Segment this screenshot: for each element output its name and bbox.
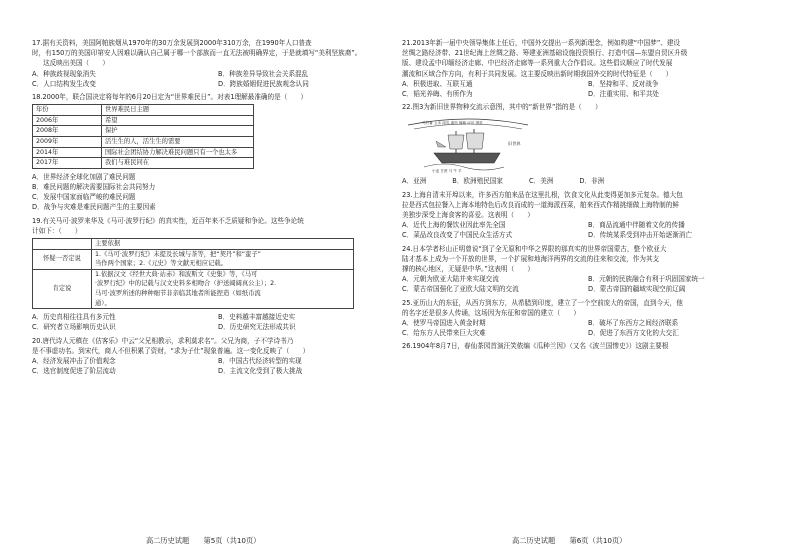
question-stem: 17.据有关资料，美国阿帕族烟从1970年的30万余发展到2000年310万余，在1990年人口普查	[32, 39, 312, 47]
question-stem: 是不事虚功名。到宋代，商人不但积累了资财，“求为子仕”现象普遍。这一变化反映了（ ）	[32, 346, 310, 355]
question-19	[32, 216, 404, 333]
table-cell: 希望	[102, 115, 254, 126]
options	[402, 274, 774, 284]
option-b: B．难民问题的解决需要国际社会共同努力	[32, 182, 156, 191]
option-a: A．经济发展冲击了价值观念	[32, 356, 116, 365]
question-stem: 22.图3为新旧世界物种交流示意图，其中的“新世界”指的是（ ）	[402, 103, 602, 112]
cell-line: 当作两个国家；2.《元史》等文献无相应记载。	[95, 260, 227, 268]
option-c: C．选官制度促进了阶层流动	[32, 367, 116, 376]
option-d: D．历史研究无法形成共识	[218, 323, 296, 332]
question-17	[32, 38, 404, 89]
options	[402, 220, 774, 230]
table-cell: 2014年	[33, 147, 102, 158]
question-23	[402, 190, 774, 241]
option-a: A．种族歧视现象消失	[32, 69, 96, 78]
question-stem: 陆才基本上成为一个开放的世界，一个扩展和地海洋两界的交流的往来和交流，作为其支	[402, 254, 660, 263]
cell-line: 1.《马可·波罗行纪》未提及长城与茶等，把“契丹”和“蛮子”	[95, 250, 261, 258]
right-column	[402, 38, 774, 352]
option-a: A．使罗马帝国进入黄金时期	[402, 319, 486, 328]
table-cell: 我们与难民同在	[102, 158, 254, 169]
map-label-bottom: 小麦 甘蔗 马 牛 羊	[432, 169, 462, 174]
option-c: C．给东方人民带来巨大灾难	[402, 329, 486, 338]
species-exchange-figure	[402, 114, 774, 174]
question-21	[402, 38, 774, 99]
option-b: B．种族差异导致社会关系混乱	[218, 69, 309, 78]
options	[402, 89, 774, 99]
table-cell: 肯定说	[33, 269, 92, 308]
option-a: A．近代上海的餐饮业因此率先全国	[402, 221, 506, 230]
options	[402, 79, 774, 89]
table-row	[33, 158, 254, 169]
option-b: B．欧洲殖民国家	[452, 177, 503, 186]
options	[32, 356, 404, 366]
question-stem: 25.亚历山大的东征，从西方到东方，从希腊到印度，建立了一个空前庞大的帝国，直到今天，他	[402, 298, 683, 307]
option-b: B．商品流通中伴随着文化的传播	[588, 221, 685, 230]
table-header	[33, 105, 254, 116]
table-header	[33, 239, 354, 250]
option-d: D．注重实用、和平共处	[588, 90, 660, 99]
question-20	[32, 336, 404, 377]
footer-left-page: 高二历史试题 第5页（共10页）	[146, 536, 261, 545]
table-cell: 2008年	[33, 126, 102, 137]
option-d: D．战争与灾难是难民问题产生的主要因素	[32, 203, 156, 212]
cell-line: ·波罗行纪》中的记载与汉文史料多相吻合（护送阔阔真公主）；2.	[95, 280, 277, 288]
option-d: D．跨族婚姻促进民族观念认同	[218, 79, 309, 88]
options	[32, 366, 404, 376]
header-cell: 主要依据	[92, 239, 354, 250]
table-cell: 保护	[102, 126, 254, 137]
option-d: D．传统某系受到冲击开始逐渐消亡	[588, 231, 692, 240]
options	[402, 230, 774, 240]
question-26	[402, 341, 774, 351]
option-a: A．历史真相往往具有多元性	[32, 313, 116, 322]
question-18	[32, 92, 404, 213]
table-marco-polo-debate	[32, 238, 354, 309]
cell-line: 马可·波罗所述的种种细节非亲临其地者所能捏造（如纸币流	[95, 289, 261, 297]
map-label-top: 马铃薯 玉米 南瓜 番茄 辣椒 可可 烟草	[422, 121, 483, 126]
question-stem: 21.2013年新一届中央领导集体上任后，中国外交提出一系列新理念，例如构建“中国梦”、建设	[402, 39, 681, 47]
question-stem: 潮流和区域合作方向，有利于共同发展。这主要反映出新时期我国外交的时代特征是（ ）	[402, 69, 673, 78]
option-d: D．蒙古帝国的疆域实现空前辽阔	[588, 285, 686, 294]
table-row	[33, 249, 354, 269]
question-25	[402, 298, 774, 339]
options	[402, 176, 774, 186]
table-cell	[92, 269, 354, 308]
option-a: A．积极进取、互联互通	[402, 79, 473, 88]
question-stem: 18.2000年，联合国决定将每年的6月20日定为“世界难民日”。对表1理解最准确的是（ ）	[32, 93, 308, 102]
header-cell: 年份	[33, 105, 102, 116]
question-22	[402, 102, 774, 186]
table-cell: 2017年	[33, 158, 102, 169]
table-row	[33, 126, 254, 137]
cell-line: 通）。	[95, 299, 111, 307]
table-cell	[92, 249, 354, 269]
question-stem: 计如下：（ ）	[32, 226, 82, 235]
question-stem: 26.1904年8月7日，春仙茶园首演汪笑侬编《瓜种兰因》（又名《波兰国惨史》）这剧主要根	[402, 342, 669, 351]
header-cell: 世界难民日主题	[102, 105, 254, 116]
option-c: C．韬光养晦、有所作为	[402, 90, 473, 99]
question-stem: 的名字还是很多人传诵，这场因为东征和帝国的建立（ ）	[402, 308, 581, 317]
options	[32, 312, 404, 322]
question-stem: 19.有关马可·波罗来华及《马可·波罗行纪》的真实性，近百年来不乏质疑和争论。这些争论统	[32, 216, 304, 225]
question-stem: 版、建设孟中印缅经济走廊、中巴经济走廊等一系列重大合作倡议。这些倡议顺应了时代发展	[402, 59, 673, 68]
table-row	[33, 147, 254, 158]
options	[32, 322, 404, 332]
table-row	[33, 137, 254, 148]
option-c: C．人口结构发生改变	[32, 79, 96, 88]
option-b: B．元朝的民族融合有利于巩固国家统一	[588, 275, 705, 284]
table-world-refugee-day	[32, 104, 254, 169]
options	[32, 79, 404, 89]
options	[402, 284, 774, 294]
table-cell: 怀疑一否定说	[33, 249, 92, 269]
option-d: D．促进了东西方文化的大交汇	[588, 329, 679, 338]
question-stem: 丝绸之路经济带、21世纪海上丝绸之路、筹建亚洲基础设施投资银行、打造中国—东盟自贸区升级	[402, 49, 688, 58]
header-cell	[33, 239, 92, 250]
option-c: C．发展中国家面临严峻的难民问题	[32, 193, 136, 202]
footer-right-page: 高二历史试题 第6页（共10页）	[512, 536, 627, 545]
options	[32, 69, 404, 79]
table-cell: 2009年	[33, 137, 102, 148]
option-a: A．亚洲	[402, 177, 427, 186]
option-d: D．主流文化受到了极大挑战	[218, 367, 303, 376]
left-column	[32, 38, 404, 376]
ship-illustration	[404, 115, 534, 173]
option-c: C．蒙古帝国强化了亚欧大陆文明的交流	[402, 285, 519, 294]
options	[402, 328, 774, 338]
question-stem: 时，有150万的美国印第安人因难以确认自己属于哪一个部族而一直无法被明确界定，于是就填写“美利坚族裔”。	[32, 49, 362, 58]
option-d: D．非洲	[579, 177, 605, 186]
table-cell: 活生生的人，活生生的需要	[102, 137, 254, 148]
table-row	[33, 115, 254, 126]
table-cell: 国际社会团结协力解决难民问题只有一个也太多	[102, 147, 254, 158]
question-stem: 20.唐代诗人元稹在《估客乐》中云“父兄相教示，求利莫求名”。父兄为商，子不学诗书乃	[32, 336, 294, 345]
question-stem: 这反映出美国（ ）	[43, 59, 109, 68]
option-b: B．坚持和平、反对战争	[588, 79, 659, 88]
option-c: C．美洲	[528, 177, 554, 186]
question-24	[402, 244, 774, 295]
table-row	[33, 269, 354, 308]
options	[402, 318, 774, 328]
option-a: A．世界经济全球化加剧了难民问题	[32, 172, 136, 181]
option-b: B．史料越丰富越接近史实	[218, 313, 296, 322]
cell-line: 1.依据汉文《经世大典·站赤》和波斯文《史集》等，《马可	[95, 270, 258, 278]
option-a: A．元朝为欧亚大陆并来实现交流	[402, 275, 499, 284]
question-stem: 拉是西式包拉餐入上海本地特色后改良而成的一道海派西菜，舶来西式作精挑细做上海特制的鲜	[402, 200, 679, 209]
question-stem: 撑的核心地区，无疑是中华。”这表明（ ）	[402, 265, 534, 274]
option-b: B．中国古代经济转型的实现	[218, 356, 302, 365]
question-stem: 23.上海自清末开埠以来，许多西方舶来品在这里扎根，饮食文化从此变得更加多元复杂。德大包	[402, 190, 683, 199]
option-b: B．破坏了东西方之间经济联系	[588, 319, 679, 328]
map-label-right: 旧世界	[508, 141, 521, 147]
option-c: C．研究者立场影响历史认识	[32, 323, 116, 332]
table-cell: 2006年	[33, 115, 102, 126]
question-stem: 美独步深受上海食客的喜爱。这表明（ ）	[402, 211, 534, 220]
question-stem: 24.日本学者杉山正明曾说“到了全无原和中华之界限的那真实的世界帝国蒙古，整个欧亚大	[402, 244, 667, 253]
option-c: C．菜品改良改变了中国民众生活方式	[402, 231, 513, 240]
